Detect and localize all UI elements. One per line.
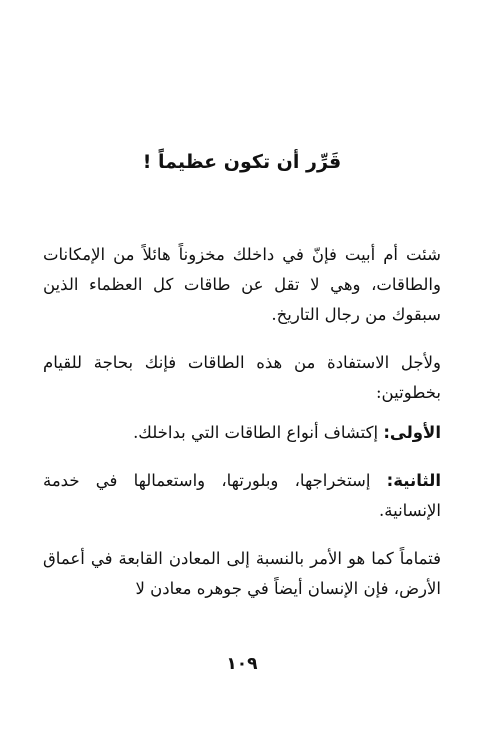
page-number: ١٠٩ [226, 654, 258, 674]
paragraph-intro: شئت أم أبيت فإنّ في داخلك مخزوناً هائلاً من الإمكانات والطاقات، وهي لا تقل عن طاقات كل العظماء الذين سبقوك من رجال التاريخ. [43, 245, 441, 324]
paragraph-two-steps: ولأجل الاستفادة من هذه الطاقات فإنك بحاجة للقيام بخطوتين: [43, 353, 441, 402]
step-two-text: إستخراجها، وبلورتها، واستعمالها في خدمة الإنسانية. [43, 471, 441, 520]
body-text [43, 240, 441, 622]
paragraph-step-two [43, 466, 441, 526]
step-one-text: إكتشاف أنواع الطاقات التي بداخلك. [133, 423, 384, 442]
paragraph-step-one [43, 418, 441, 448]
chapter-title: قَرِّر أن تكون عظيماً ! [142, 151, 342, 173]
step-one-term: الأولى: [383, 423, 441, 442]
paragraph-minerals: فتماماً كما هو الأمر بالنسبة إلى المعادن القابعة في أعماق الأرض، فإن الإنسان أيضاً في جوهره معادن لا [43, 549, 441, 598]
step-two-term: الثانية: [386, 471, 441, 490]
